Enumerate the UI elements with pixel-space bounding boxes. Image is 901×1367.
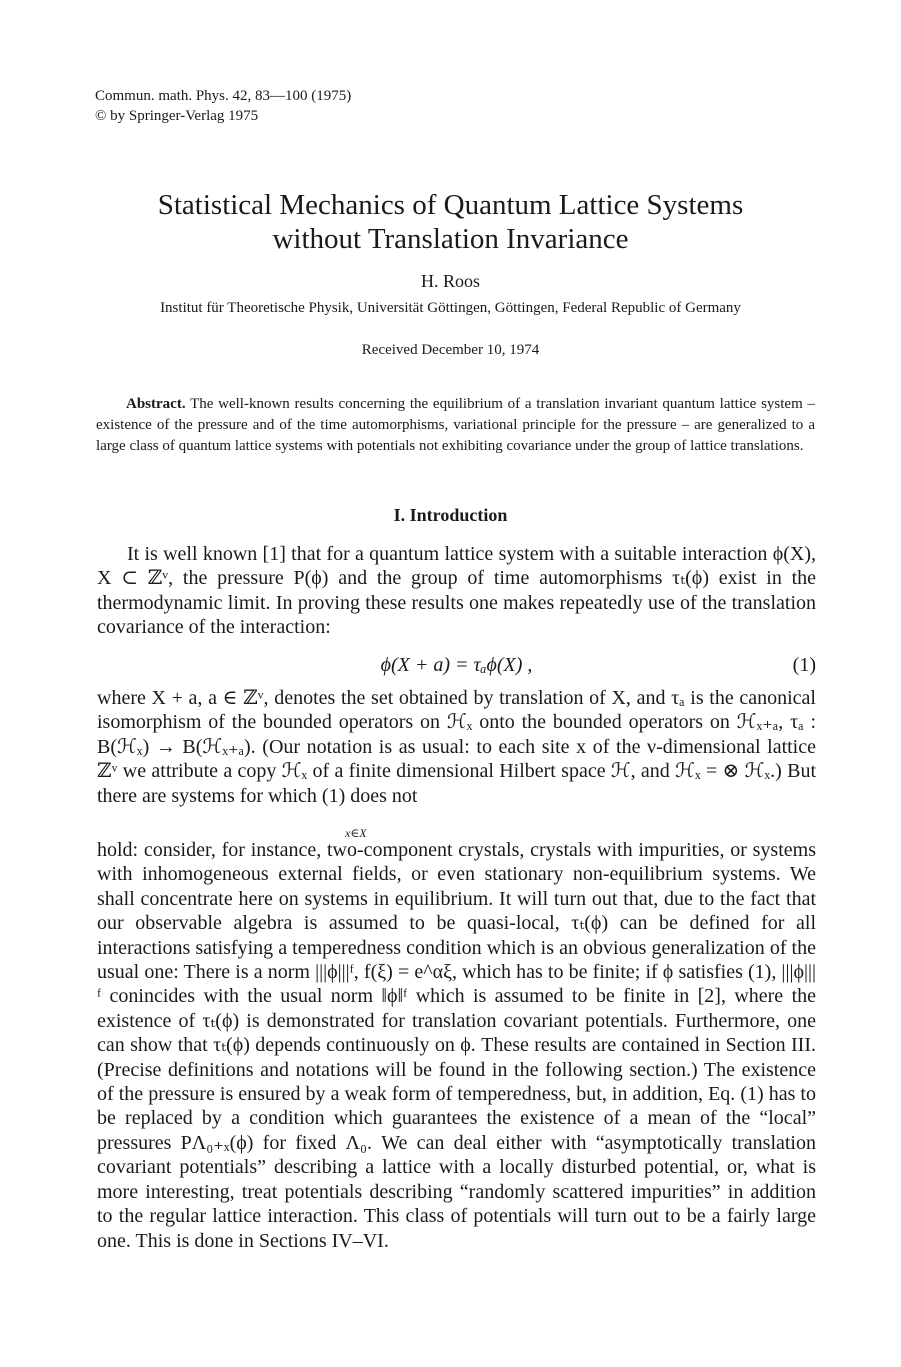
intro-para2-text: where X + a, a ∈ ℤᵛ, denotes the set obtained by translation of X, and τₐ is the canonical isomorphism of the bounded operators on ℋₓ onto the bounded operators on ℋₓ₊ₐ, τₐ : B(ℋₓ) → B(ℋₓ₊ₐ). (Our notation is as usual: to each site x of the ν-dimensional lattice ℤᵛ we attribute a copy ℋₓ of a finite dimensional Hilbert space ℋ, and ℋₓ = ⊗ ℋₓ.) But there are systems for which (1) does not [97,687,816,807]
section-heading: I. Introduction [393,505,508,525]
intro-paragraph-3 [97,838,816,1253]
journal-copyright: © by Springer-Verlag 1975 [95,108,259,124]
abstract-text: The well-known results concerning the equilibrium of a translation invariant quantum lattice system – existence of the pressure and of the time automorphisms, variational principle for the pressure – are generalized to a large class of quantum lattice systems with potentials not exhibiting covariance under the group of lattice translations. [96,396,815,454]
equation-1 [97,654,816,680]
intro-paragraph-2 [97,686,816,808]
title-line-2: without Translation Invariance [272,223,629,255]
author-name: H. Roos [420,271,480,291]
intro-para3-text: hold: consider, for instance, two-component crystals, crystals with impurities, or systems with inhomogeneous external fields, or even stationary non-equilibrium systems. We shall concentrate here on systems in equilibrium. It will turn out that, due to the fact that our observable algebra is assumed to be quasi-local, τₜ(ϕ) can be defined for all interactions satisfying a temperedness condition which is an obvious generalization of the usual one: There is a norm |||ϕ|||ᶠ, f(ξ) = e^αξ, which has to be finite; if ϕ satisfies (1), |||ϕ|||ᶠ conincides with the usual norm ‖ϕ‖ᶠ which is assumed to be finite in [2], where the existence of τₜ(ϕ) is demonstrated for translation covariant potentials. Furthermore, one can show that τₜ(ϕ) depends continuously on ϕ. These results are contained in Section III. (Precise definitions and notations will be found in the following section.) The existence of the pressure is ensured by a weak form of temperedness, but, in addition, Eq. (1) has to be replaced by a condition which guarantees the existence of a mean of the “local” pressures PΛ₀₊ₓ(ϕ) for fixed Λ₀. We can deal either with “asymptotically translation covariant potentials” describing a lattice with a locally disturbed potential, or, what is more interesting, treat potentials describing “randomly scattered impurities” in addition to the regular lattice interaction. This class of potentials will turn out to be a fairly large one. This is done in Sections IV–VI. [97,839,816,1252]
author-affiliation: Institut für Theoretische Physik, Universität Göttingen, Göttingen, Federal Republic of Germany [160,300,741,316]
journal-citation: Commun. math. Phys. 42, 83—100 (1975) [95,88,352,104]
equation-number: (1) [792,654,816,676]
received-date: Received December 10, 1974 [361,342,540,358]
intro-para1-text: It is well known [1] that for a quantum lattice system with a suitable interaction ϕ(X), X ⊂ ℤᵛ, the pressure P(ϕ) and the group of time automorphisms τₜ(ϕ) exist in the thermodynamic limit. In proving these results one makes repeatedly use of the translation covariance of the interaction: [97,543,816,639]
abstract [96,394,815,457]
abstract-label: Abstract. [126,396,186,412]
journal-header [95,86,351,126]
title-line-1: Statistical Mechanics of Quantum Lattice Systems [157,189,744,221]
paper-title [90,188,811,256]
tensor-product-subscript: x∈X [345,826,367,840]
equation-formula: ϕ(X + a) = τₐϕ(X) , [380,654,533,676]
intro-paragraph-1 [97,542,816,640]
